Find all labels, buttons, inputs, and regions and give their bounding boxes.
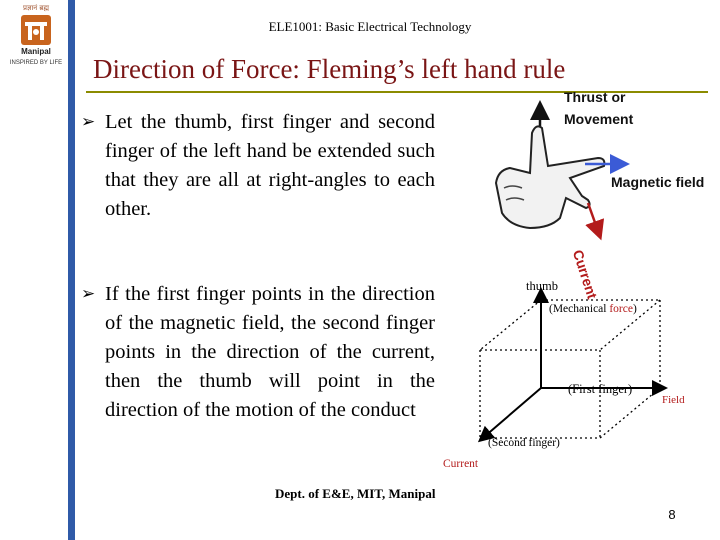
current-label: Current [569, 247, 601, 301]
bullet-item-1 [81, 108, 435, 224]
course-header: ELE1001: Basic Electrical Technology [268, 19, 472, 34]
page-number: 8 [668, 507, 676, 522]
magnetic-field-label: Magnetic field [611, 174, 705, 190]
logo-top-text: प्रज्ञानं ब्रह्म [23, 4, 49, 12]
second-finger-label: (Second finger) [488, 437, 560, 449]
force-label-text: force [609, 303, 633, 315]
logo-tagline: INSPIRED BY LIFE [9, 60, 63, 66]
mechanical-label-close: ) [632, 303, 637, 315]
field-label: Field [662, 394, 685, 406]
bullet-arrow-icon: ➢ [81, 284, 96, 304]
footer-department: Dept. of E&E, MIT, Manipal [275, 486, 436, 501]
left-hand-figure [470, 88, 715, 301]
mechanical-label-text: (Mechanical [549, 303, 610, 315]
slide-title: Direction of Force: Fleming’s left hand rule [93, 54, 566, 84]
force-axes-diagram [440, 275, 720, 475]
thumb-label: thumb [526, 279, 558, 293]
sidebar-stripe [68, 0, 75, 540]
thrust-label: Thrust or [564, 89, 626, 105]
logo-emblem-icon [20, 14, 52, 46]
manipal-logo [6, 4, 66, 74]
movement-label: Movement [564, 111, 634, 127]
bullet-item-2 [81, 280, 435, 425]
first-finger-label: (First finger) [568, 382, 633, 396]
logo-name: Manipal [21, 47, 51, 56]
bullet-text-1: Let the thumb, first finger and second finger of the left hand be extended such that they are all at right-angles to each other. [105, 111, 435, 220]
bullet-arrow-icon: ➢ [81, 112, 96, 132]
current-axis-label: Current [443, 458, 479, 470]
mechanical-force-label [549, 303, 637, 315]
bullet-text-2: If the first finger points in the direction of the magnetic field, the second finger points in the direction of the current, then the thumb will point in the direction of the motion of the conduct [105, 283, 435, 421]
sidebar [0, 0, 68, 540]
